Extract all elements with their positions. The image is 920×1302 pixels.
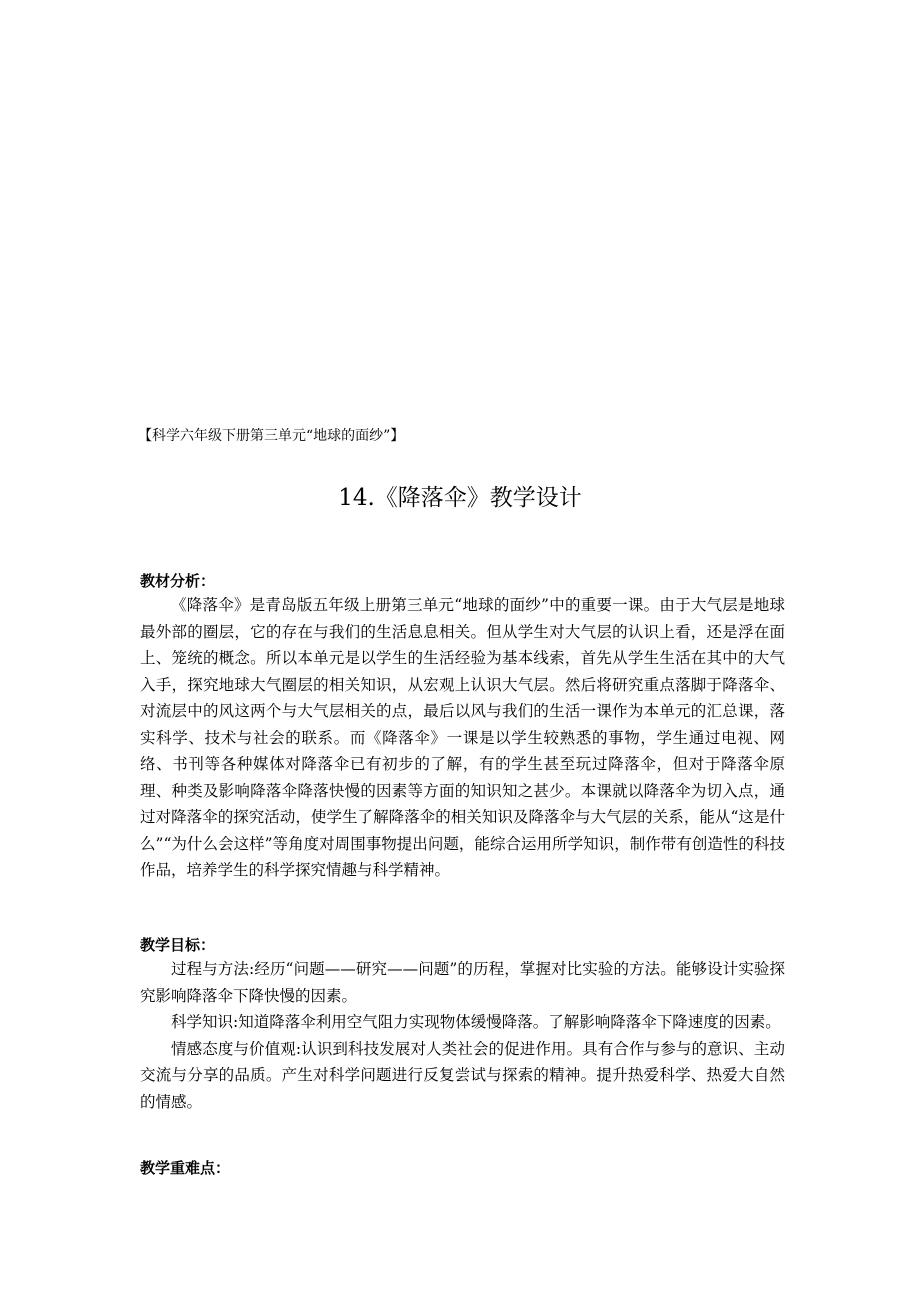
- section-heading-analysis: 教材分析：: [140, 572, 216, 590]
- section-key-difficulties: [140, 1157, 785, 1179]
- section-material-analysis: [140, 570, 785, 884]
- section-teaching-goals: [140, 934, 785, 1115]
- goal-attitude-values: 情感态度与价值观:认识到科技发展对人类社会的促进作用。具有合作与参与的意识、主动交流与分享的品质。产生对科学问题进行反复尝试与探索的精神。提升热爱科学、热爱大自然的情感。: [140, 1039, 785, 1111]
- section-heading-goals: 教学目标：: [140, 936, 216, 954]
- section-heading-key-points: 教学重难点：: [140, 1159, 231, 1177]
- goal-process-method: 过程与方法:经历“问题——研究——问题”的历程，掌握对比实验的方法。能够设计实验探究影响降落伞下降快慢的因素。: [140, 960, 785, 1005]
- goal-science-knowledge: 科学知识:知道降落伞利用空气阻力实现物体缓慢降落。了解影响降落伞下降速度的因素。: [171, 1013, 781, 1031]
- document-title: 14.《降落伞》教学设计: [338, 485, 582, 511]
- unit-label: 【科学六年级下册第三单元“地球的面纱”】: [138, 428, 405, 444]
- analysis-paragraph: 《降落伞》是青岛版五年级上册第三单元“地球的面纱”中的重要一课。由于大气层是地球最外部的圈层，它的存在与我们的生活息息相关。但从学生对大气层的认识上看，还是浮在面上、笼统的概念。所以本单元是以学生的生活经验为基本线索，首先从学生生活在其中的大气入手，探究地球大气圈层的相关知识，从宏观上认识大气层。然后将研究重点落脚于降落伞、对流层中的风这两个与大气层相关的点，最后以风与我们的生活一课作为本单元的汇总课，落实科学、技术与社会的联系。而《降落伞》一课是以学生较熟悉的事物，学生通过电视、网络、书刊等各种媒体对降落伞已有初步的了解，有的学生甚至玩过降落伞，但对于降落伞原理、种类及影响降落伞降落快慢的因素等方面的知识知之甚少。本课就以降落伞为切入点，通过对降落伞的探究活动，使学生了解降落伞的相关知识及降落伞与大气层的关系，能从“这是什么”“为什么会这样”等角度对周围事物提出问题，能综合运用所学知识，制作带有创造性的科技作品，培养学生的科学探究情趣与科学精神。: [140, 596, 785, 879]
